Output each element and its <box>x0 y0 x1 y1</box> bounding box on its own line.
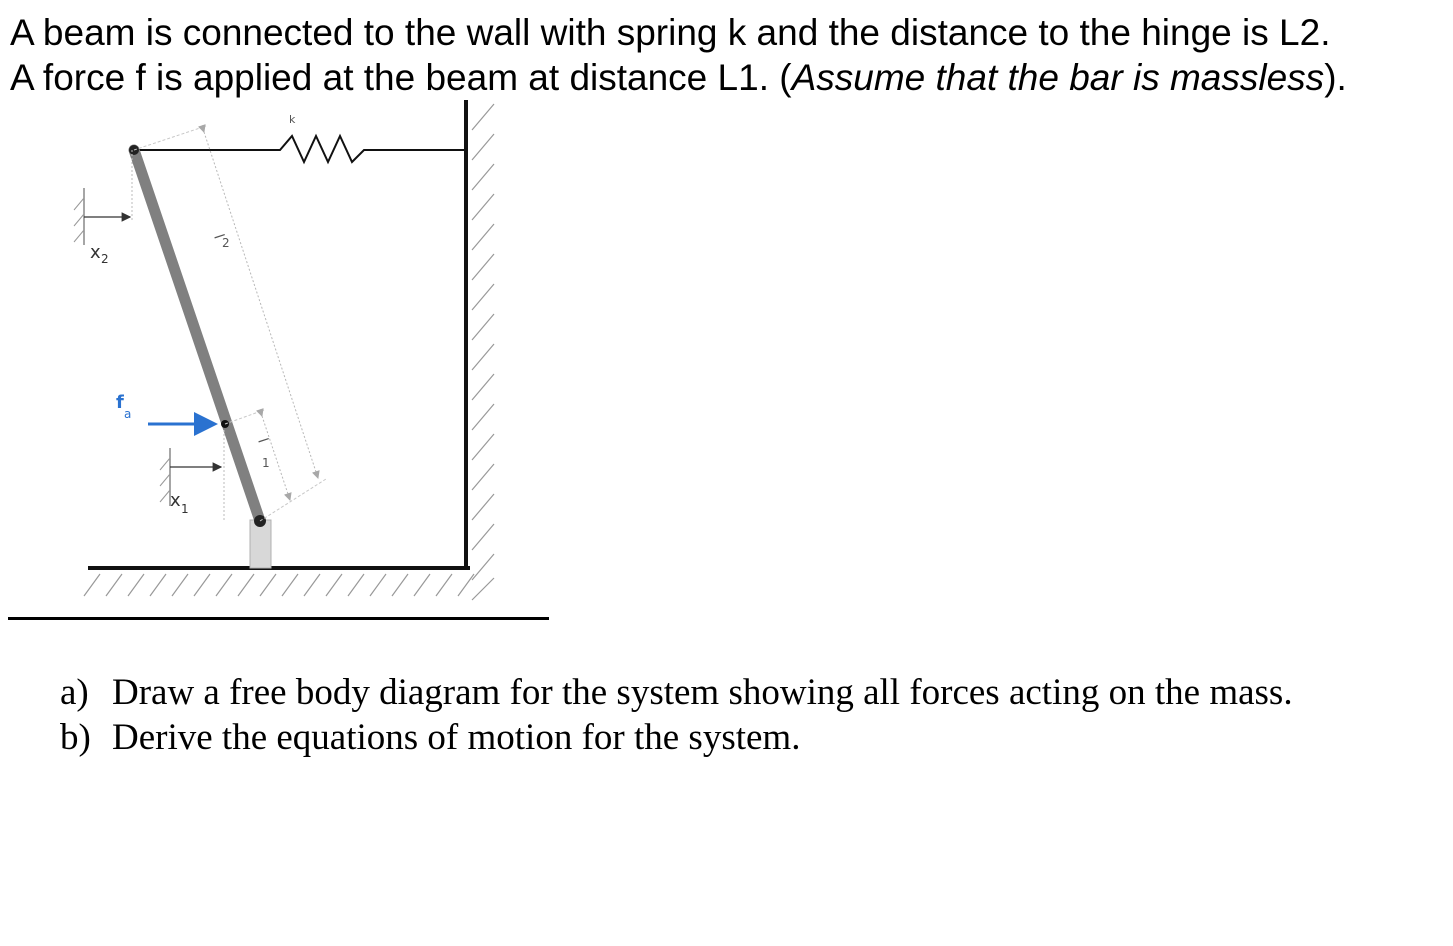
x1-subscript: 1 <box>181 502 189 516</box>
force-label: f <box>116 392 124 413</box>
l2-letter: l <box>210 232 227 241</box>
question-a-label: a) <box>60 672 89 713</box>
problem-line-2-end: ). <box>1324 57 1347 98</box>
l2-subscript: 2 <box>222 236 230 250</box>
hinge-support <box>250 520 271 568</box>
wall <box>466 100 494 600</box>
problem-statement <box>10 10 1440 100</box>
l2-dimension <box>134 126 326 521</box>
beam <box>134 150 260 521</box>
l1-letter: l <box>254 436 271 445</box>
question-list <box>60 670 1293 760</box>
x2-subscript: 2 <box>101 252 109 266</box>
question-b-text: Derive the equations of motion for the system. <box>112 717 801 758</box>
question-a-text: Draw a free body diagram for the system showing all forces acting on the mass. <box>112 672 1293 713</box>
x2-indicator <box>74 150 132 245</box>
problem-line-2-start: A force f is applied at the beam at distance L1. ( <box>10 57 792 98</box>
ground <box>84 568 474 596</box>
question-a <box>60 670 1293 715</box>
problem-line-1: A beam is connected to the wall with spring k and the distance to the hinge is L2. <box>10 12 1331 53</box>
spring <box>134 136 466 162</box>
problem-line-2 <box>10 55 1440 100</box>
separator-line <box>8 617 549 620</box>
l1-label <box>254 436 270 445</box>
beam-spring-diagram <box>0 95 560 615</box>
l1-subscript: 1 <box>262 456 270 470</box>
x2-label: x <box>90 242 101 263</box>
question-b <box>60 715 1293 760</box>
spring-label: k <box>289 113 296 126</box>
force-subscript: a <box>124 407 132 421</box>
x1-label: x <box>170 490 181 511</box>
massless-assumption: Assume that the bar is massless <box>791 57 1325 98</box>
question-b-label: b) <box>60 717 91 758</box>
